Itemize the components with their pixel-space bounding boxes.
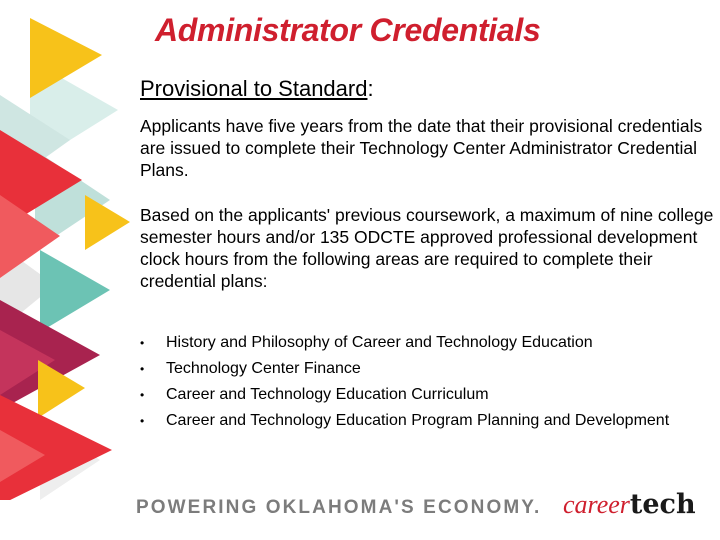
bullet-icon: • — [140, 362, 145, 376]
bullet-icon: • — [140, 388, 145, 402]
bullet-item — [140, 358, 700, 380]
bullet-item — [140, 332, 700, 354]
careertech-logo — [563, 489, 696, 520]
bullet-item — [140, 410, 700, 432]
bullet-icon: • — [140, 336, 145, 350]
subtitle — [140, 76, 374, 102]
subtitle-text: Provisional to Standard — [140, 76, 368, 101]
bullet-text: Career and Technology Education Curriculum — [166, 386, 489, 403]
paragraph-provisional-term: Applicants have five years from the date that their provisional credentials are issued to complete their Technology Center Administrator Credential Plans. — [140, 116, 703, 180]
page-title: Administrator Credentials — [155, 12, 541, 48]
logo-tech-text: tech — [629, 489, 696, 520]
bullet-text: Technology Center Finance — [166, 360, 361, 377]
bullet-icon: • — [140, 414, 145, 428]
bullet-list — [140, 332, 700, 436]
decorative-triangles — [0, 0, 135, 500]
subtitle-colon: : — [367, 76, 374, 101]
footer-tagline: POWERING OKLAHOMA'S ECONOMY. — [136, 497, 542, 518]
bullet-text: Career and Technology Education Program Planning and Development — [166, 412, 670, 429]
bullet-text: History and Philosophy of Career and Technology Education — [166, 334, 593, 351]
logo-career-text: career — [563, 490, 630, 519]
paragraph-requirements: Based on the applicants' previous coursework, a maximum of nine college semester hours and/or 135 ODCTE approved professional development clock hours from the following areas are required to complete their credential plans: — [140, 205, 714, 291]
bullet-item — [140, 384, 700, 406]
